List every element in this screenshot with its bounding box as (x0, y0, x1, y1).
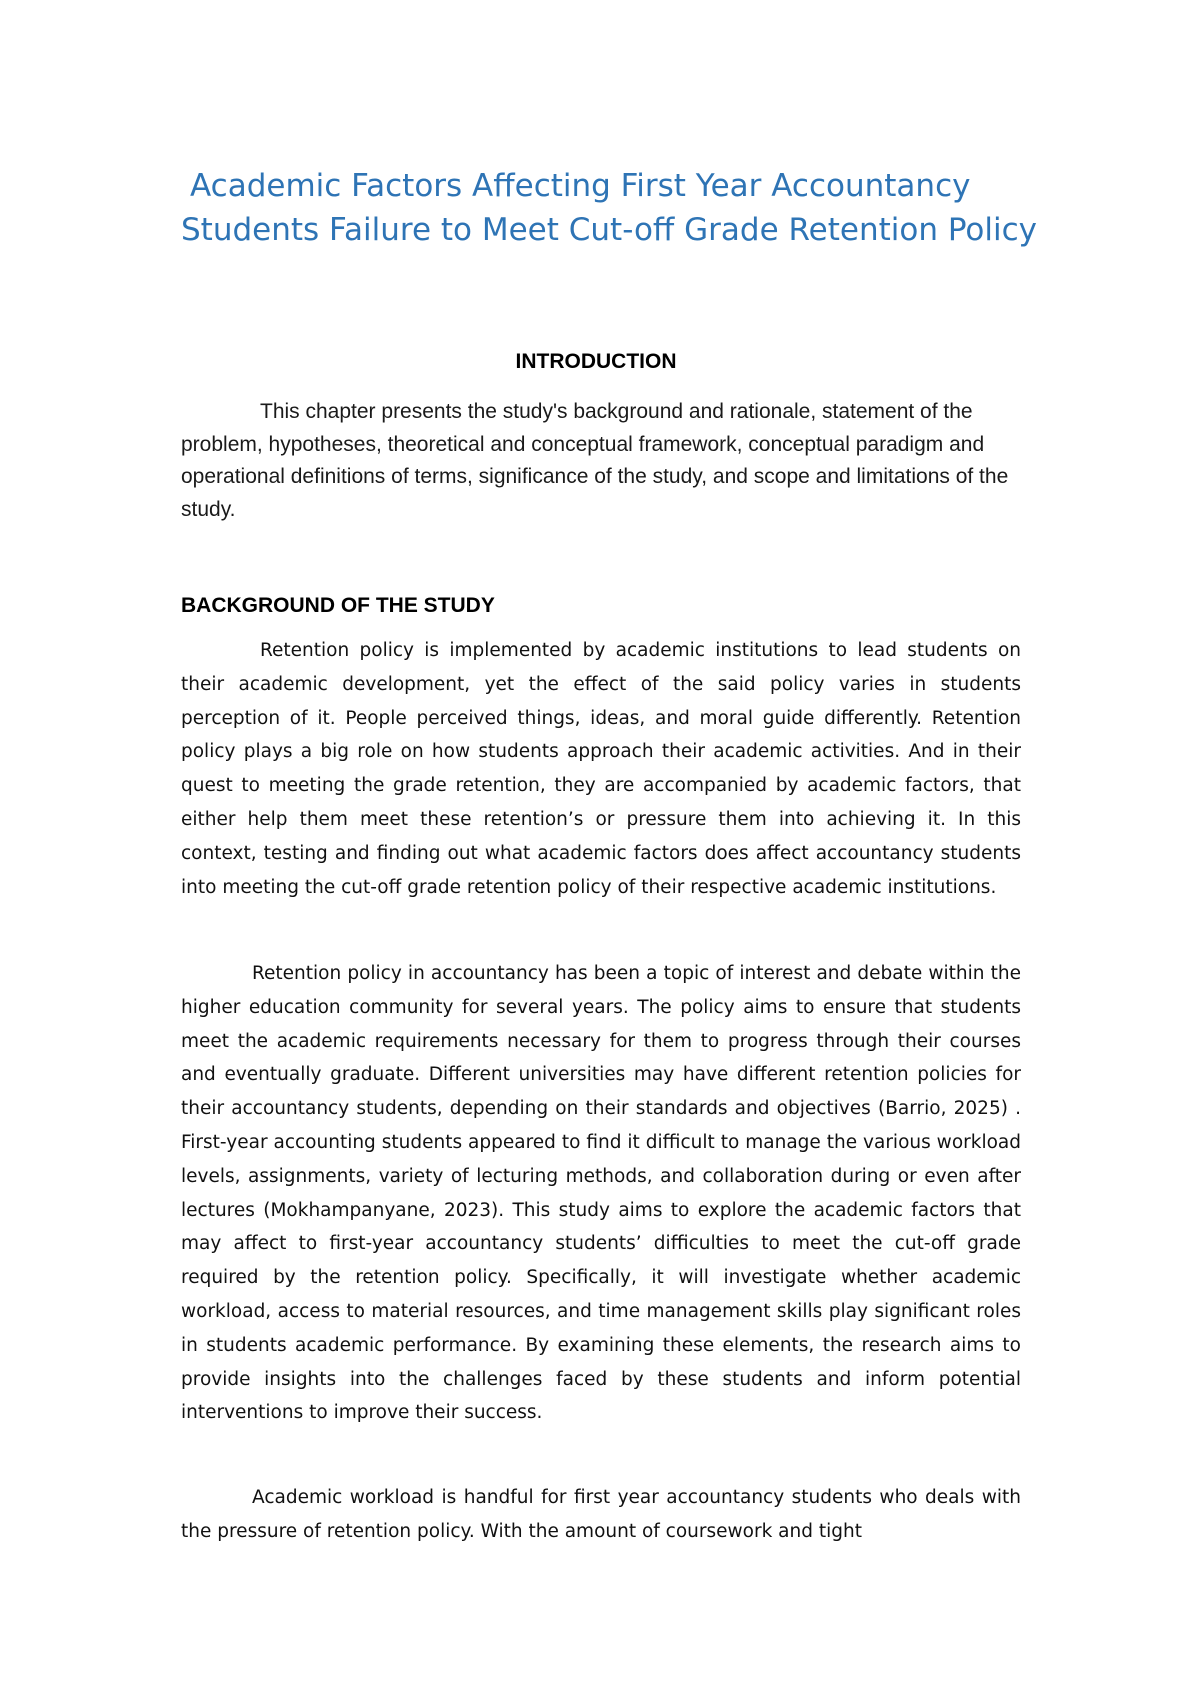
background-heading: BACKGROUND OF THE STUDY (181, 594, 495, 617)
document-title (181, 164, 1061, 252)
document-title-text: Academic Factors Affecting First Year Accountancy Students Failure to Meet Cut-off Grade Retention Policy (181, 168, 1038, 248)
background-paragraph-2: Retention policy in accountancy has been a topic of interest and debate within the higher education community for several years. The policy aims to ensure that students meet the academic requirements necessary for them to progress through their courses and eventually graduate. Different universities may have different retention policies for their accountancy students, depending on their standards and objectives (Barrio, 2025) . First-year accounting students appeared to find it difficult to manage the various workload levels, assignments, variety of lecturing methods, and collaboration during or even after lectures (Mokhampanyane, 2023). This study aims to explore the academic factors that may affect to first-year accountancy students’ difficulties to meet the cut-off grade required by the retention policy. Specifically, it will investigate whether academic workload, access to material resources, and time management skills play significant roles in students academic performance. By examining these elements, the research aims to provide insights into the challenges faced by these students and inform potential interventions to improve their success. (181, 963, 1021, 1424)
background-paragraph-1: Retention policy is implemented by academic institutions to lead students on their academic development, yet the effect of the said policy varies in students perception of it. People perceived things, ideas, and moral guide differently. Retention policy plays a big role on how students approach their academic activities. And in their quest to meeting the grade retention, they are accompanied by academic factors, that either help them meet these retention’s or pressure them into achieving it. In this context, testing and finding out what academic factors does affect accountancy students into meeting the cut-off grade retention policy of their respective academic institutions. (181, 640, 1021, 898)
background-paragraph-3: Academic workload is handful for first year accountancy students who deals with the pressure of retention policy. With the amount of coursework and tight (181, 1487, 1021, 1542)
introduction-heading: INTRODUCTION (515, 350, 677, 373)
introduction-paragraph: This chapter presents the study's background and rationale, statement of the problem, hypotheses, theoretical and conceptual framework, conceptual paradigm and operational definitions of terms, significance of the study, and scope and limitations of the study. (181, 400, 1009, 521)
